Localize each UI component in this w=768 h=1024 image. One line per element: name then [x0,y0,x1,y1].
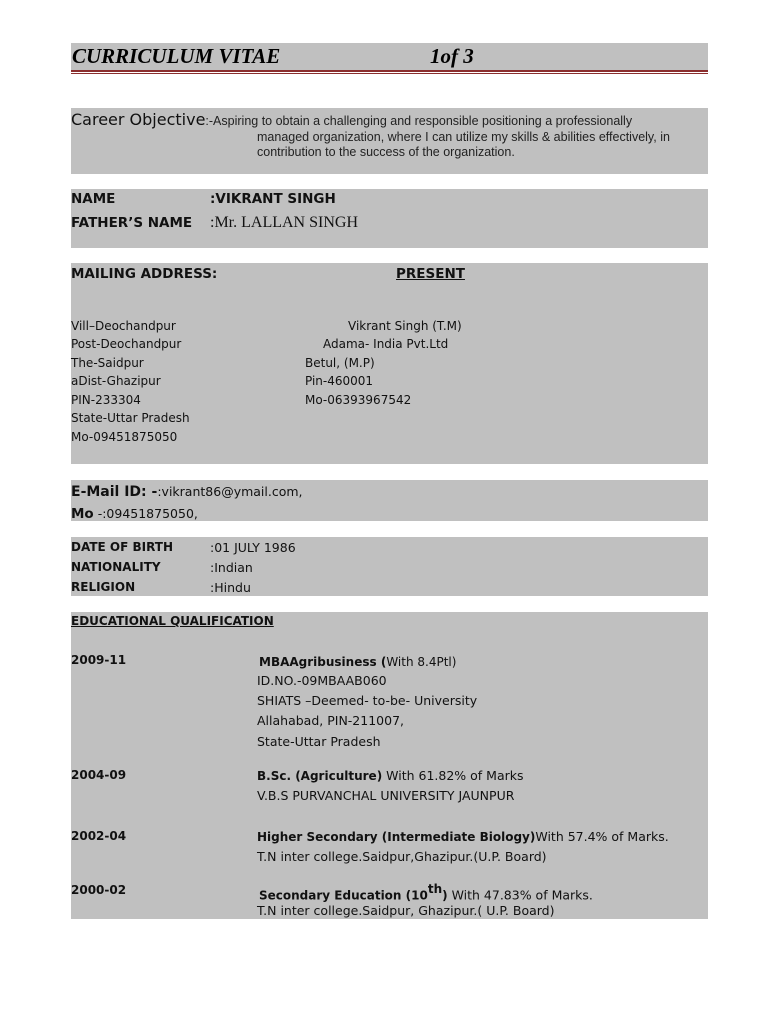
name-value: :VIKRANT SINGH [210,191,336,207]
education-title-row [257,828,669,846]
education-title: Higher Secondary (Intermediate Biology) [257,830,536,844]
education-title-sup: th [427,882,443,896]
education-detail: With 47.83% of Marks. [447,887,593,903]
education-title-row [257,767,524,785]
education-line: V.B.S PURVANCHAL UNIVERSITY JAUNPUR [257,788,515,803]
header-rule-thin [71,73,708,74]
education-year: 2009-11 [71,653,127,667]
mobile-value: -:09451875050, [93,506,198,521]
father-name-value: :Mr. LALLAN SINGH [210,214,358,231]
present-address-label: PRESENT [396,266,465,282]
objective-text-2: managed organization, where I can utilize my skills & abilities effectively, in [257,130,670,144]
header-rule [71,70,708,72]
permanent-address-line: Post-Deochandpur [71,337,182,351]
religion-value: :Hindu [210,580,251,595]
present-address-line: Adama- India Pvt.Ltd [323,337,449,351]
education-line: SHIATS –Deemed- to-be- University [257,693,478,708]
education-year: 2004-09 [71,768,127,782]
education-year: 2002-04 [71,829,127,843]
education-line: T.N inter college.Saidpur,Ghazipur.(U.P. Board) [257,849,547,864]
objective-label: Career Objective [71,110,206,129]
page-number: 1of 3 [430,44,474,68]
education-detail: With 61.82% of Marks [382,768,524,783]
education-heading: EDUCATIONAL QUALIFICATION [71,614,274,628]
mobile-label: Mo [71,506,94,522]
education-title: Secondary Education (10 [259,888,428,903]
education-title-row [259,653,456,671]
present-address-line: Mo-06393967542 [305,393,412,407]
permanent-address-line: PIN-233304 [71,393,141,407]
dob-value: :01 JULY 1986 [210,540,296,555]
education-title-row [259,882,593,904]
education-title-end: ) [442,888,448,903]
education-detail: With 8.4Ptl) [386,655,457,669]
education-line: State-Uttar Pradesh [257,734,381,749]
permanent-address-line: State-Uttar Pradesh [71,411,190,425]
present-address-line: Vikrant Singh (T.M) [348,319,462,333]
father-name-label: FATHER’S NAME [71,215,193,231]
present-address-line: Betul, (M.P) [305,356,375,370]
objective-line-1 [71,110,632,130]
name-label: NAME [71,191,116,207]
present-address-line: Pin-460001 [305,374,374,388]
education-line: Allahabad, PIN-211007, [257,713,404,728]
nationality-label: NATIONALITY [71,560,161,574]
dob-label: DATE OF BIRTH [71,540,173,554]
email-value: :vikrant86@ymail.com, [157,484,303,499]
objective-text-1: :-Aspiring to obtain a challenging and responsible positioning a professionally [205,114,633,128]
document-title: CURRICULUM VITAE [72,44,281,68]
education-detail: With 57.4% of Marks. [535,829,669,844]
education-title: MBAAgribusiness ( [259,655,387,669]
email-row [71,483,303,501]
objective-text-3: contribution to the success of the organization. [257,145,515,159]
email-label: E-Mail ID: - [71,484,158,500]
mobile-row [71,505,198,523]
permanent-address-line: Vill–Deochandpur [71,319,176,333]
education-year: 2000-02 [71,883,127,897]
permanent-address-line: Mo-09451875050 [71,430,178,444]
permanent-address-line: The-Saidpur [71,356,144,370]
education-line: ID.NO.-09MBAAB060 [257,673,387,688]
permanent-address-line: aDist-Ghazipur [71,374,161,388]
education-line: T.N inter college.Saidpur, Ghazipur.( U.P. Board) [257,903,555,918]
mailing-address-label: MAILING ADDRESS: [71,266,218,282]
education-title: B.Sc. (Agriculture) [257,769,383,783]
religion-label: RELIGION [71,580,136,594]
nationality-value: :Indian [210,560,253,575]
